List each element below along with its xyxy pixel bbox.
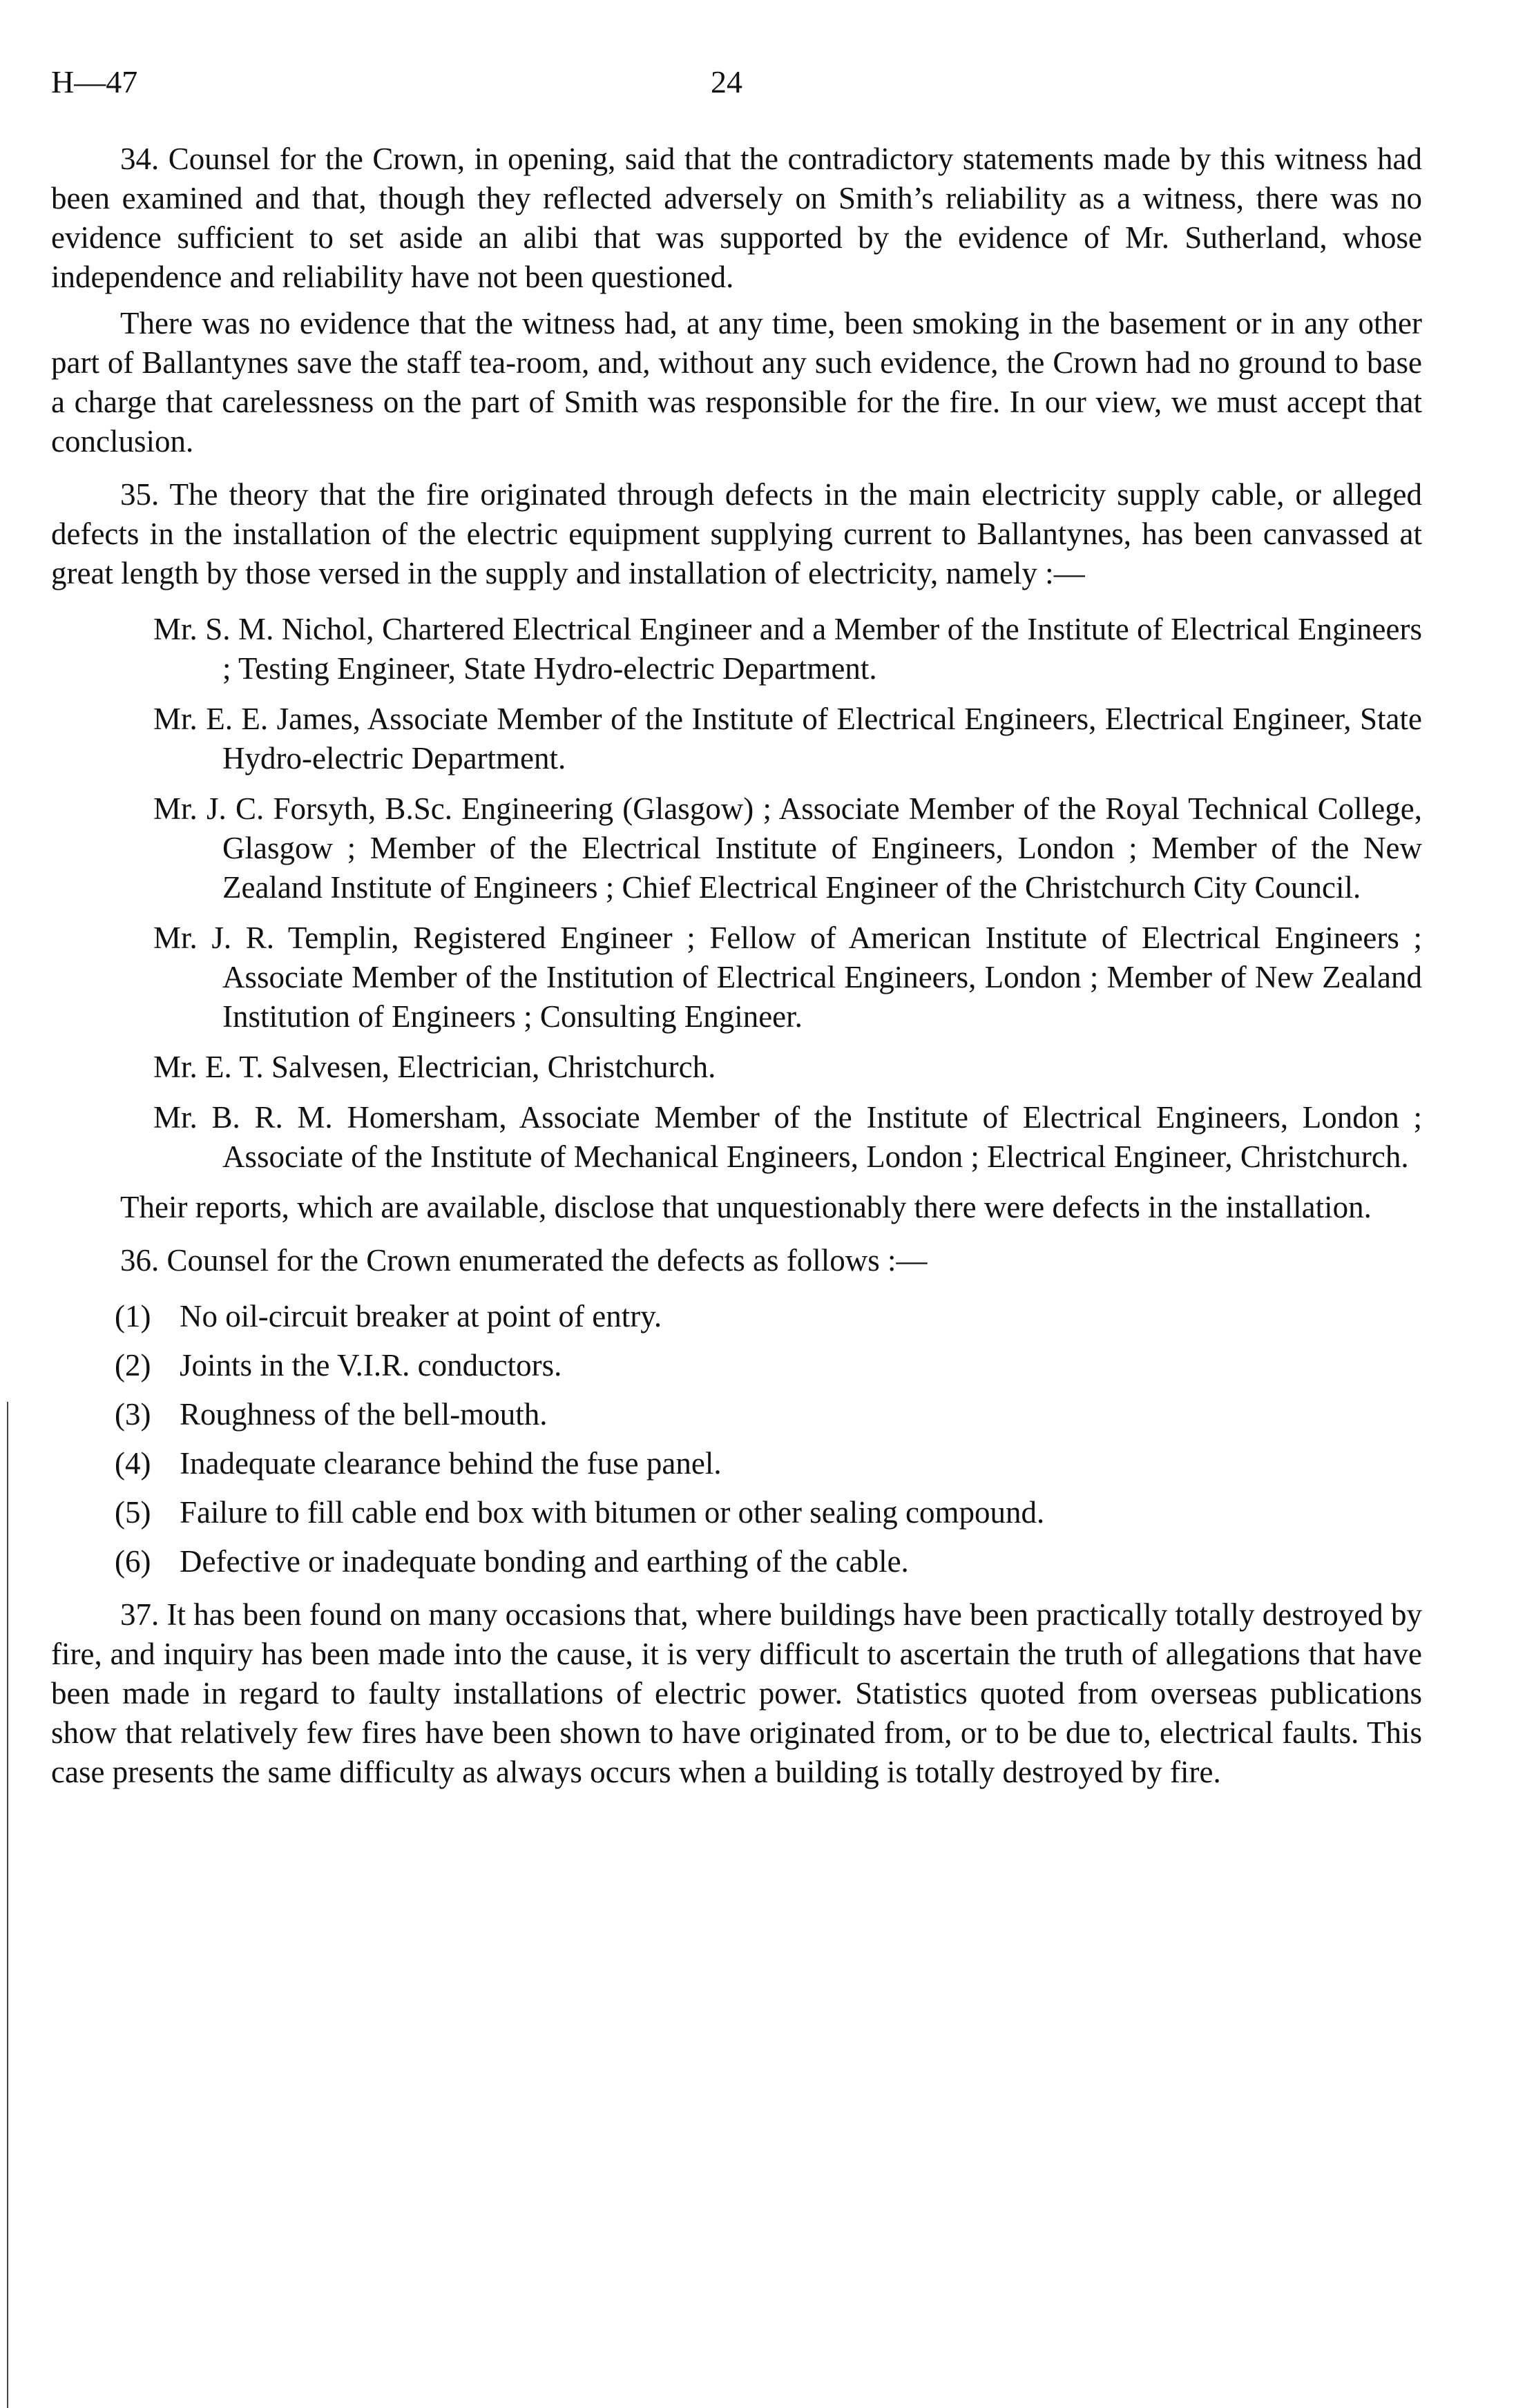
expert-entry: Mr. E. T. Salvesen, Electrician, Christchurch. — [153, 1050, 716, 1084]
defect-number: (3) — [115, 1397, 151, 1432]
defect-item — [115, 1346, 1422, 1385]
defect-number: (2) — [115, 1348, 151, 1383]
defect-text: Roughness of the bell-mouth. — [180, 1397, 548, 1432]
defect-number: (4) — [115, 1446, 151, 1481]
defect-number: (5) — [115, 1495, 151, 1530]
paragraph-34: 34. Counsel for the Crown, in opening, said that the contradictory statements made by this witness had been examined and that, though they reflected adversely on Smith’s reliability as a witness, there was no evidence sufficient to set aside an alibi that was supported by the evidence of Mr. Sutherland, whose independence and reliability have not been questioned. — [51, 142, 1422, 294]
defect-text: No oil-circuit breaker at point of entry. — [180, 1299, 662, 1333]
paragraph-37: 37. It has been found on many occasions that, where buildings have been practically totally destroyed by fire, and inquiry has been made into the cause, it is very difficult to ascertain the truth of allegations that have been made in regard to faulty installations of electric power. Statistics quoted from overseas publications show that relatively few fires have been shown to have originated from, or to be due to, electrical faults. This case presents the same difficulty as always occurs when a building is totally destroyed by fire. — [51, 1597, 1422, 1789]
expert-entry: Mr. B. R. M. Homersham, Associate Member of the Institute of Electrical Engineers, London ; Associate of the Institute of Mechanical Engineers, London ; Electrical Engineer, Christchurch. — [153, 1100, 1422, 1174]
defect-text: Inadequate clearance behind the fuse panel. — [180, 1446, 722, 1481]
paragraph-35-conclusion: Their reports, which are available, disclose that unquestionably there were defects in the installation. — [120, 1190, 1372, 1224]
expert-entry: Mr. J. C. Forsyth, B.Sc. Engineering (Glasgow) ; Associate Member of the Royal Technical College, Glasgow ; Member of the Electrical Institute of Engineers, London ; Member of the New Zealand Institute of Engineers ; Chief Electrical Engineer of the Christchurch City Council. — [153, 791, 1422, 905]
defect-item — [115, 1493, 1422, 1532]
defect-text: Defective or inadequate bonding and earthing of the cable. — [180, 1544, 909, 1579]
defect-number: (6) — [115, 1544, 151, 1579]
document-page — [51, 64, 1422, 1792]
paragraph-35: 35. The theory that the fire originated through defects in the main electricity supply cable, or alleged defects in the installation of the electric equipment supplying current to Ballantynes, has been canvassed at great length by those versed in the supply and installation of electricity, namely :— — [51, 477, 1422, 590]
defect-item — [115, 1444, 1422, 1483]
defect-item — [115, 1395, 1422, 1434]
defect-text: Failure to fill cable end box with bitumen or other sealing compound. — [180, 1495, 1045, 1530]
document-code: H—47 — [51, 64, 138, 99]
paragraph-34-continued: There was no evidence that the witness had, at any time, been smoking in the basement or in any other part of Ballantynes save the staff tea-room, and, without any such evidence, the Crown had no ground to base a charge that carelessness on the part of Smith was responsible for the fire. In our view, we must accept that conclusion. — [51, 306, 1422, 459]
defect-text: Joints in the V.I.R. conductors. — [180, 1348, 562, 1383]
defect-list — [51, 1297, 1422, 1581]
expert-entry: Mr. S. M. Nichol, Chartered Electrical Engineer and a Member of the Institute of Electrical Engineers ; Testing Engineer, State Hydro-electric Department. — [153, 612, 1422, 686]
page-number: 24 — [711, 64, 742, 99]
expert-list — [51, 610, 1422, 1177]
paragraph-36: 36. Counsel for the Crown enumerated the defects as follows :— — [120, 1243, 928, 1278]
defect-item — [115, 1297, 1422, 1336]
defect-item — [115, 1542, 1422, 1581]
expert-entry: Mr. E. E. James, Associate Member of the Institute of Electrical Engineers, Electrical Engineer, State Hydro-electric Department. — [153, 702, 1422, 776]
defect-number: (1) — [115, 1299, 151, 1333]
expert-entry: Mr. J. R. Templin, Registered Engineer ; Fellow of American Institute of Electrical Engineers ; Associate Member of the Institution of Electrical Engineers, London ; Member of New Zealand Institution of Engineers ; Consulting Engineer. — [153, 921, 1422, 1034]
page-header — [51, 64, 1422, 112]
margin-rule — [7, 1402, 8, 2408]
